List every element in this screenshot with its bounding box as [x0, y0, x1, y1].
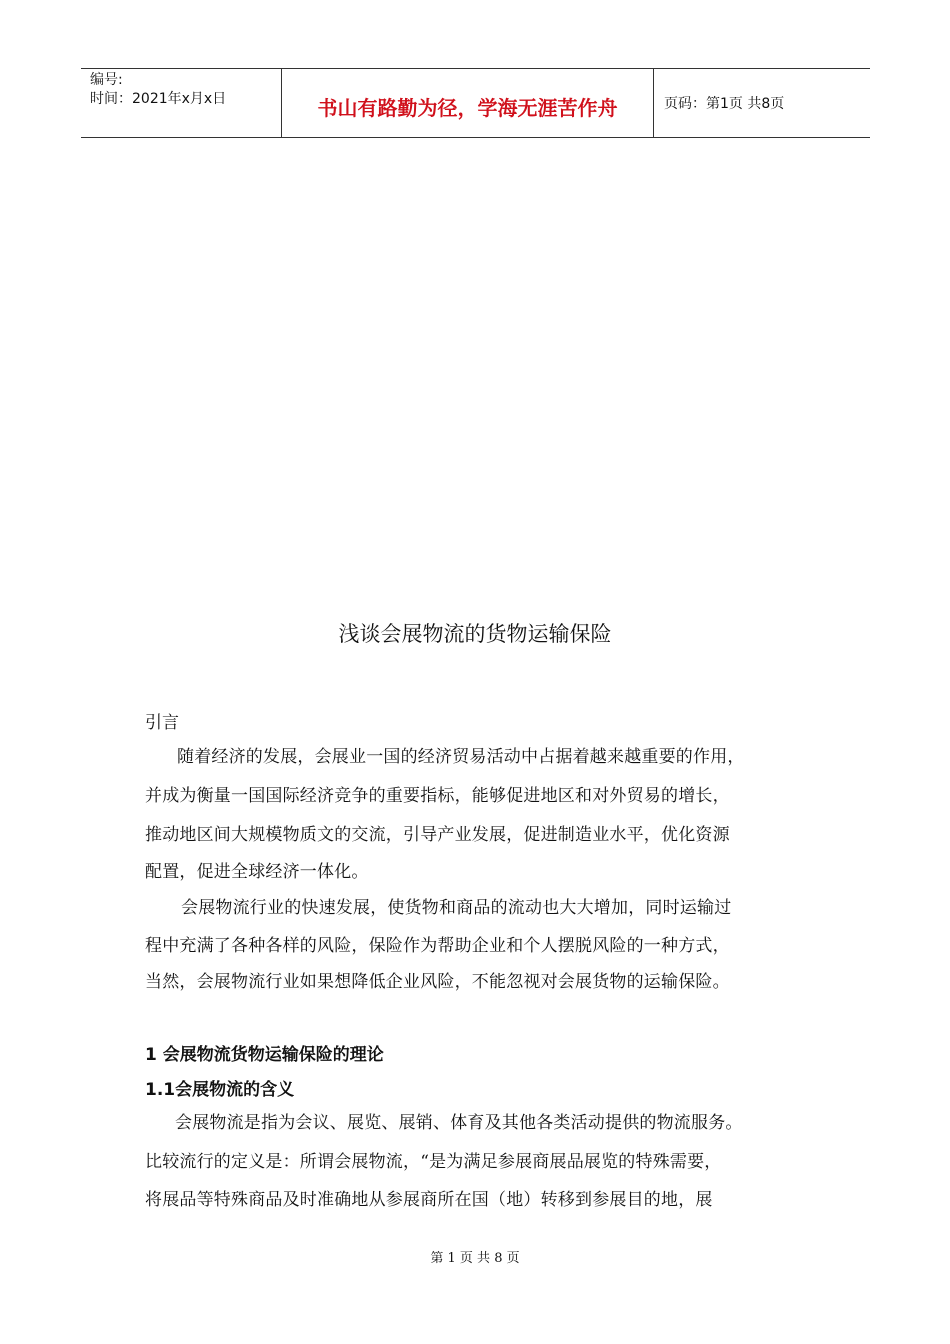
paragraph-line: 比较流行的定义是：所谓会展物流，“是为满足参展商展品展览的特殊需要， — [145, 1152, 722, 1172]
paragraph-line: 配置，促进全球经济一体化。 — [145, 862, 369, 882]
page-footer: 第 1 页 共 8 页 — [430, 1251, 520, 1266]
paragraph-line: 会展物流行业的快速发展，使货物和商品的流动也大大增加，同时运输过 — [181, 898, 732, 918]
intro-heading: 引言 — [145, 713, 179, 733]
paragraph-line: 推动地区间大规模物质文的交流，引导产业发展，促进制造业水平，优化资源 — [145, 825, 730, 845]
paragraph-line: 随着经济的发展，会展业一国的经济贸易活动中占据着越来越重要的作用， — [177, 747, 745, 767]
paragraph-line: 会展物流是指为会议、展览、展销、体育及其他各类活动提供的物流服务。 — [175, 1113, 743, 1133]
paragraph-line: 将展品等特殊商品及时准确地从参展商所在国（地）转移到参展目的地，展 — [145, 1190, 713, 1210]
section-heading: 1 会展物流货物运输保险的理论 — [145, 1045, 384, 1065]
paragraph-line: 程中充满了各种各样的风险，保险作为帮助企业和个人摆脱风险的一种方式， — [145, 936, 730, 956]
page-header — [81, 68, 870, 138]
subsection-heading: 1.1会展物流的含义 — [145, 1080, 295, 1100]
header-page-code: 页码：第1页 共8页 — [664, 96, 785, 112]
header-meta — [81, 69, 281, 137]
number-label: 编号: — [90, 72, 123, 88]
paragraph-line: 并成为衡量一国国际经济竞争的重要指标，能够促进地区和对外贸易的增长， — [145, 786, 730, 806]
header-motto: 书山有路勤为径，学海无涯苦作舟 — [281, 69, 654, 137]
time-label: 时间：2021年x月x日 — [90, 91, 227, 107]
document-title: 浅谈会展物流的货物运输保险 — [338, 622, 612, 646]
paragraph-line: 当然，会展物流行业如果想降低企业风险，不能忽视对会展货物的运输保险。 — [145, 972, 730, 992]
